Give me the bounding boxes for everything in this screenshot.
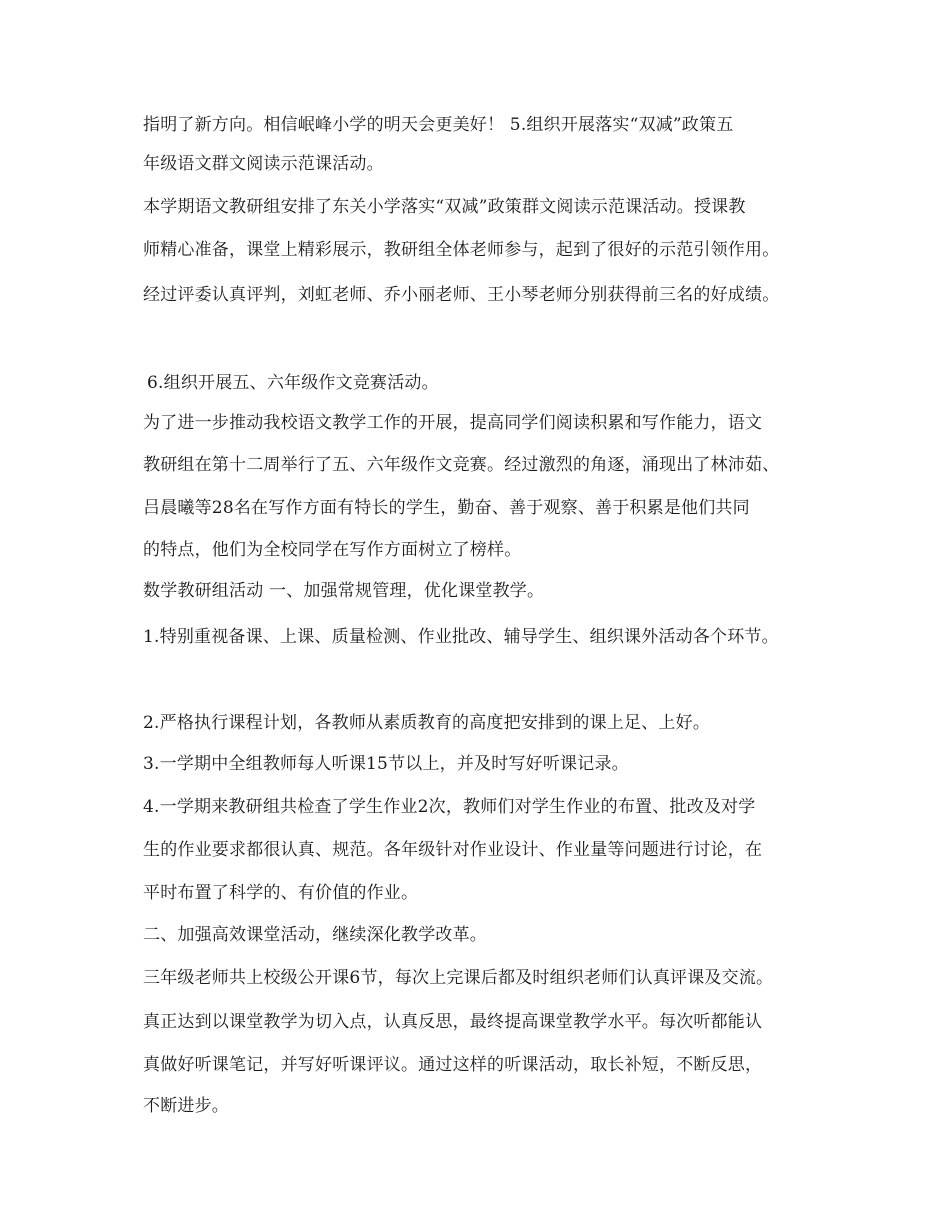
section-heading: 二、加强高效课堂活动，继续深化教学改革。 xyxy=(143,925,487,945)
text-line: 真做好听课笔记，并写好听课评议。通过这样的听课活动，取长补短，不断反思， xyxy=(143,1055,763,1075)
text-line: 本学期语文教研组安排了东关小学落实“双减”政策群文阅读示范课活动。授课教 xyxy=(143,197,746,217)
text-line: 年级语文群文阅读示范课活动。 xyxy=(143,154,384,174)
list-item: 4.一学期来教研组共检查了学生作业2次，教师们对学生作业的布置、批改及对学 xyxy=(143,797,756,817)
text-line: 指明了新方向。相信岷峰小学的明天会更美好！ 5.组织开展落实“双减”政策五 xyxy=(143,115,734,135)
section-heading: 6.组织开展五、六年级作文竞赛活动。 xyxy=(147,373,439,393)
text-line: 三年级老师共上校级公开课6节，每次上完课后都及时组织老师们认真评课及交流。 xyxy=(143,968,774,988)
text-line: 生的作业要求都很认真、规范。各年级针对作业设计、作业量等问题进行讨论，在 xyxy=(143,840,763,860)
text-line: 真正达到以课堂教学为切入点，认真反思，最终提高课堂教学水平。每次听都能认 xyxy=(143,1012,763,1032)
text-line: 不断进步。 xyxy=(143,1096,229,1116)
text-line: 经过评委认真评判，刘虹老师、乔小丽老师、王小琴老师分别获得前三名的好成绩。 xyxy=(143,285,780,305)
text-line: 吕晨曦等28名在写作方面有特长的学生，勤奋、善于观察、善于积累是他们共同 xyxy=(143,498,750,518)
text-line: 平时布置了科学的、有价值的作业。 xyxy=(143,883,419,903)
list-item: 3.一学期中全组教师每人听课15节以上，并及时写好听课记录。 xyxy=(143,754,629,774)
list-item: 1.特别重视备课、上课、质量检测、作业批改、辅导学生、组织课外活动各个环节。 xyxy=(143,627,779,647)
list-item: 2.严格执行课程计划，各教师从素质教育的高度把安排到的课上足、上好。 xyxy=(143,713,711,733)
text-line: 为了进一步推动我校语文教学工作的开展，提高同学们阅读积累和写作能力，语文 xyxy=(143,413,763,433)
section-heading: 数学教研组活动 一、加强常规管理，优化课堂教学。 xyxy=(143,581,545,601)
text-line: 的特点，他们为全校同学在写作方面树立了榜样。 xyxy=(143,540,522,560)
text-line: 师精心准备，课堂上精彩展示，教研组全体老师参与，起到了很好的示范引领作用。 xyxy=(143,240,780,260)
text-line: 教研组在第十二周举行了五、六年级作文竞赛。经过激烈的角逐，涌现出了林沛茹、 xyxy=(143,455,780,475)
